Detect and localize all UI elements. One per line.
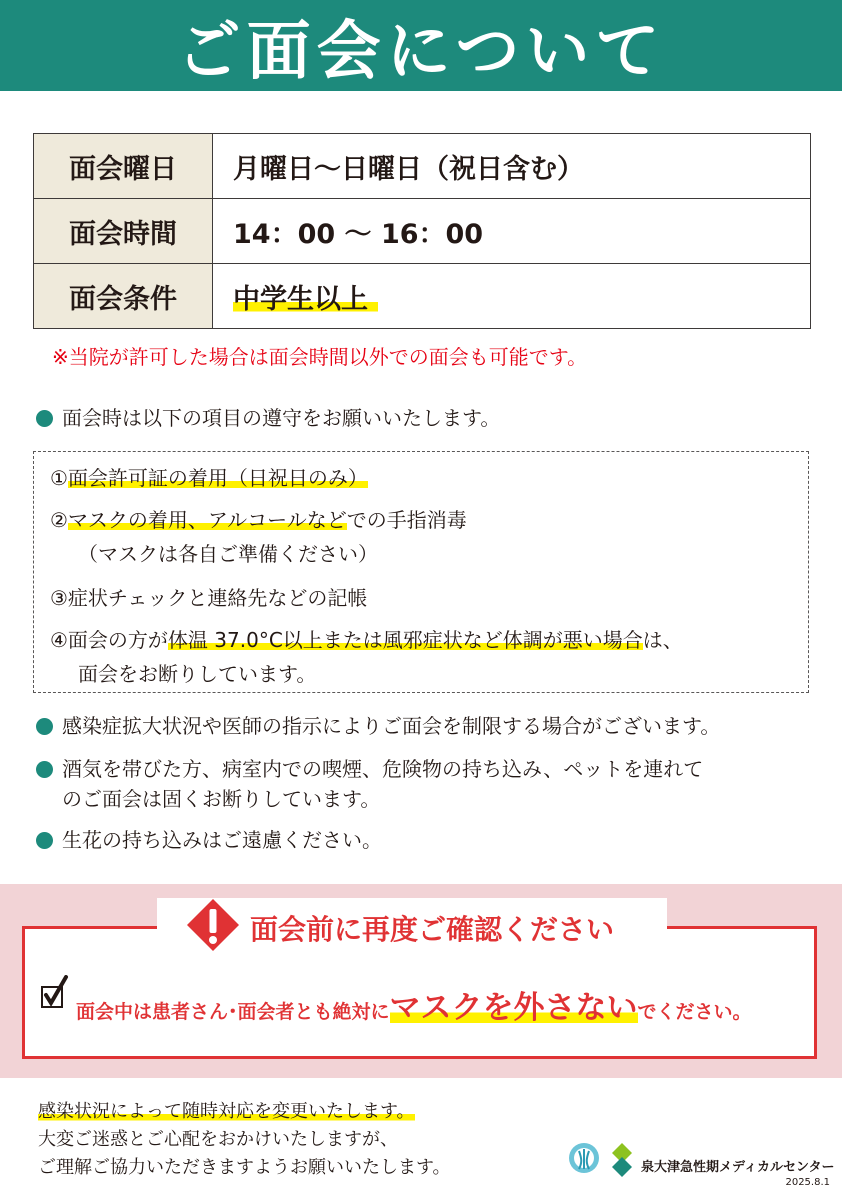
notice-text: のご面会は固くお断りしています。 (62, 787, 381, 811)
warning-text-part: 面会中は患者さん･面会者とも絶対に (76, 1001, 390, 1023)
rule-item (50, 463, 368, 493)
page-title: ご面会について (176, 14, 666, 89)
rule-number: ① (50, 466, 68, 490)
intro-text: 面会時は以下の項目の遵守をお願いいたします。 (62, 406, 501, 430)
rule-item: ③症状チェックと連絡先などの記帳 (50, 586, 368, 610)
rules-box (33, 451, 809, 693)
warning-icon (185, 897, 241, 953)
warning-emphasis: マスクを外さない (389, 990, 638, 1026)
table-label: 面会曜日 (34, 134, 213, 199)
notice-text: 酒気を帯びた方、病室内での喫煙、危険物の持ち込み、ペットを連れて (62, 757, 704, 781)
table-value-cell (213, 264, 811, 329)
warning-title: 面会前に再度ご確認ください (250, 913, 615, 946)
footer-line: ご理解ご協力いただきますようお願いいたします。 (38, 1157, 451, 1178)
table-label: 面会時間 (34, 199, 213, 264)
table-row (34, 134, 811, 199)
footer-highlight: 感染状況によって随時対応を変更いたします。 (38, 1101, 415, 1122)
rule-highlight: 面会許可証の着用（日祝日のみ） (67, 466, 368, 490)
exception-note: ※当院が許可した場合は面会時間以外での面会も可能です。 (52, 345, 588, 369)
checkbox-check-icon (40, 975, 72, 1009)
table-row (34, 264, 811, 329)
rule-item (50, 625, 683, 655)
table-value: 中学生以上 (233, 284, 378, 315)
page-header (0, 0, 842, 91)
hospital-logo (568, 1141, 638, 1179)
table-value: 14：00 〜 16：00 (213, 199, 811, 264)
visiting-info-table (33, 133, 811, 329)
notice-bullet (36, 754, 703, 814)
bullet-dot-icon (36, 832, 53, 849)
bullet-dot-icon (36, 718, 53, 735)
rule-item-sub: 面会をお断りしています。 (78, 662, 317, 686)
rule-text: ④面会の方が (50, 628, 168, 652)
rule-text: での手指消毒 (346, 508, 467, 532)
notice-text: 生花の持ち込みはご遠慮ください。 (62, 828, 382, 852)
issue-date: 2025.8.1 (785, 1177, 830, 1188)
intro-bullet (36, 403, 500, 433)
footer-line (38, 1098, 415, 1126)
rule-item-sub: （マスクは各自ご準備ください） (78, 542, 378, 566)
warning-text (76, 982, 752, 1027)
warning-text-part: でください。 (637, 1001, 752, 1023)
rule-item (50, 505, 467, 535)
notice-text: 感染症拡大状況や医師の指示によりご面会を制限する場合がございます。 (62, 714, 721, 738)
table-row (34, 199, 811, 264)
table-label: 面会条件 (34, 264, 213, 329)
footer-line: 大変ご迷惑とご心配をおかけいたしますが、 (38, 1129, 398, 1150)
notice-bullet (36, 825, 382, 855)
rule-highlight: 体温 37.0°C以上または風邪症状など体調が悪い場合 (167, 628, 643, 652)
rule-highlight: マスクの着用、アルコールなど (67, 508, 347, 532)
rule-number: ② (50, 508, 68, 532)
notice-bullet (36, 711, 720, 741)
bullet-dot-icon (36, 761, 53, 778)
rule-text: は、 (642, 628, 683, 652)
bullet-dot-icon (36, 410, 53, 427)
table-value: 月曜日〜日曜日（祝日含む） (213, 134, 811, 199)
organization-name: 泉大津急性期メディカルセンター (641, 1160, 835, 1175)
